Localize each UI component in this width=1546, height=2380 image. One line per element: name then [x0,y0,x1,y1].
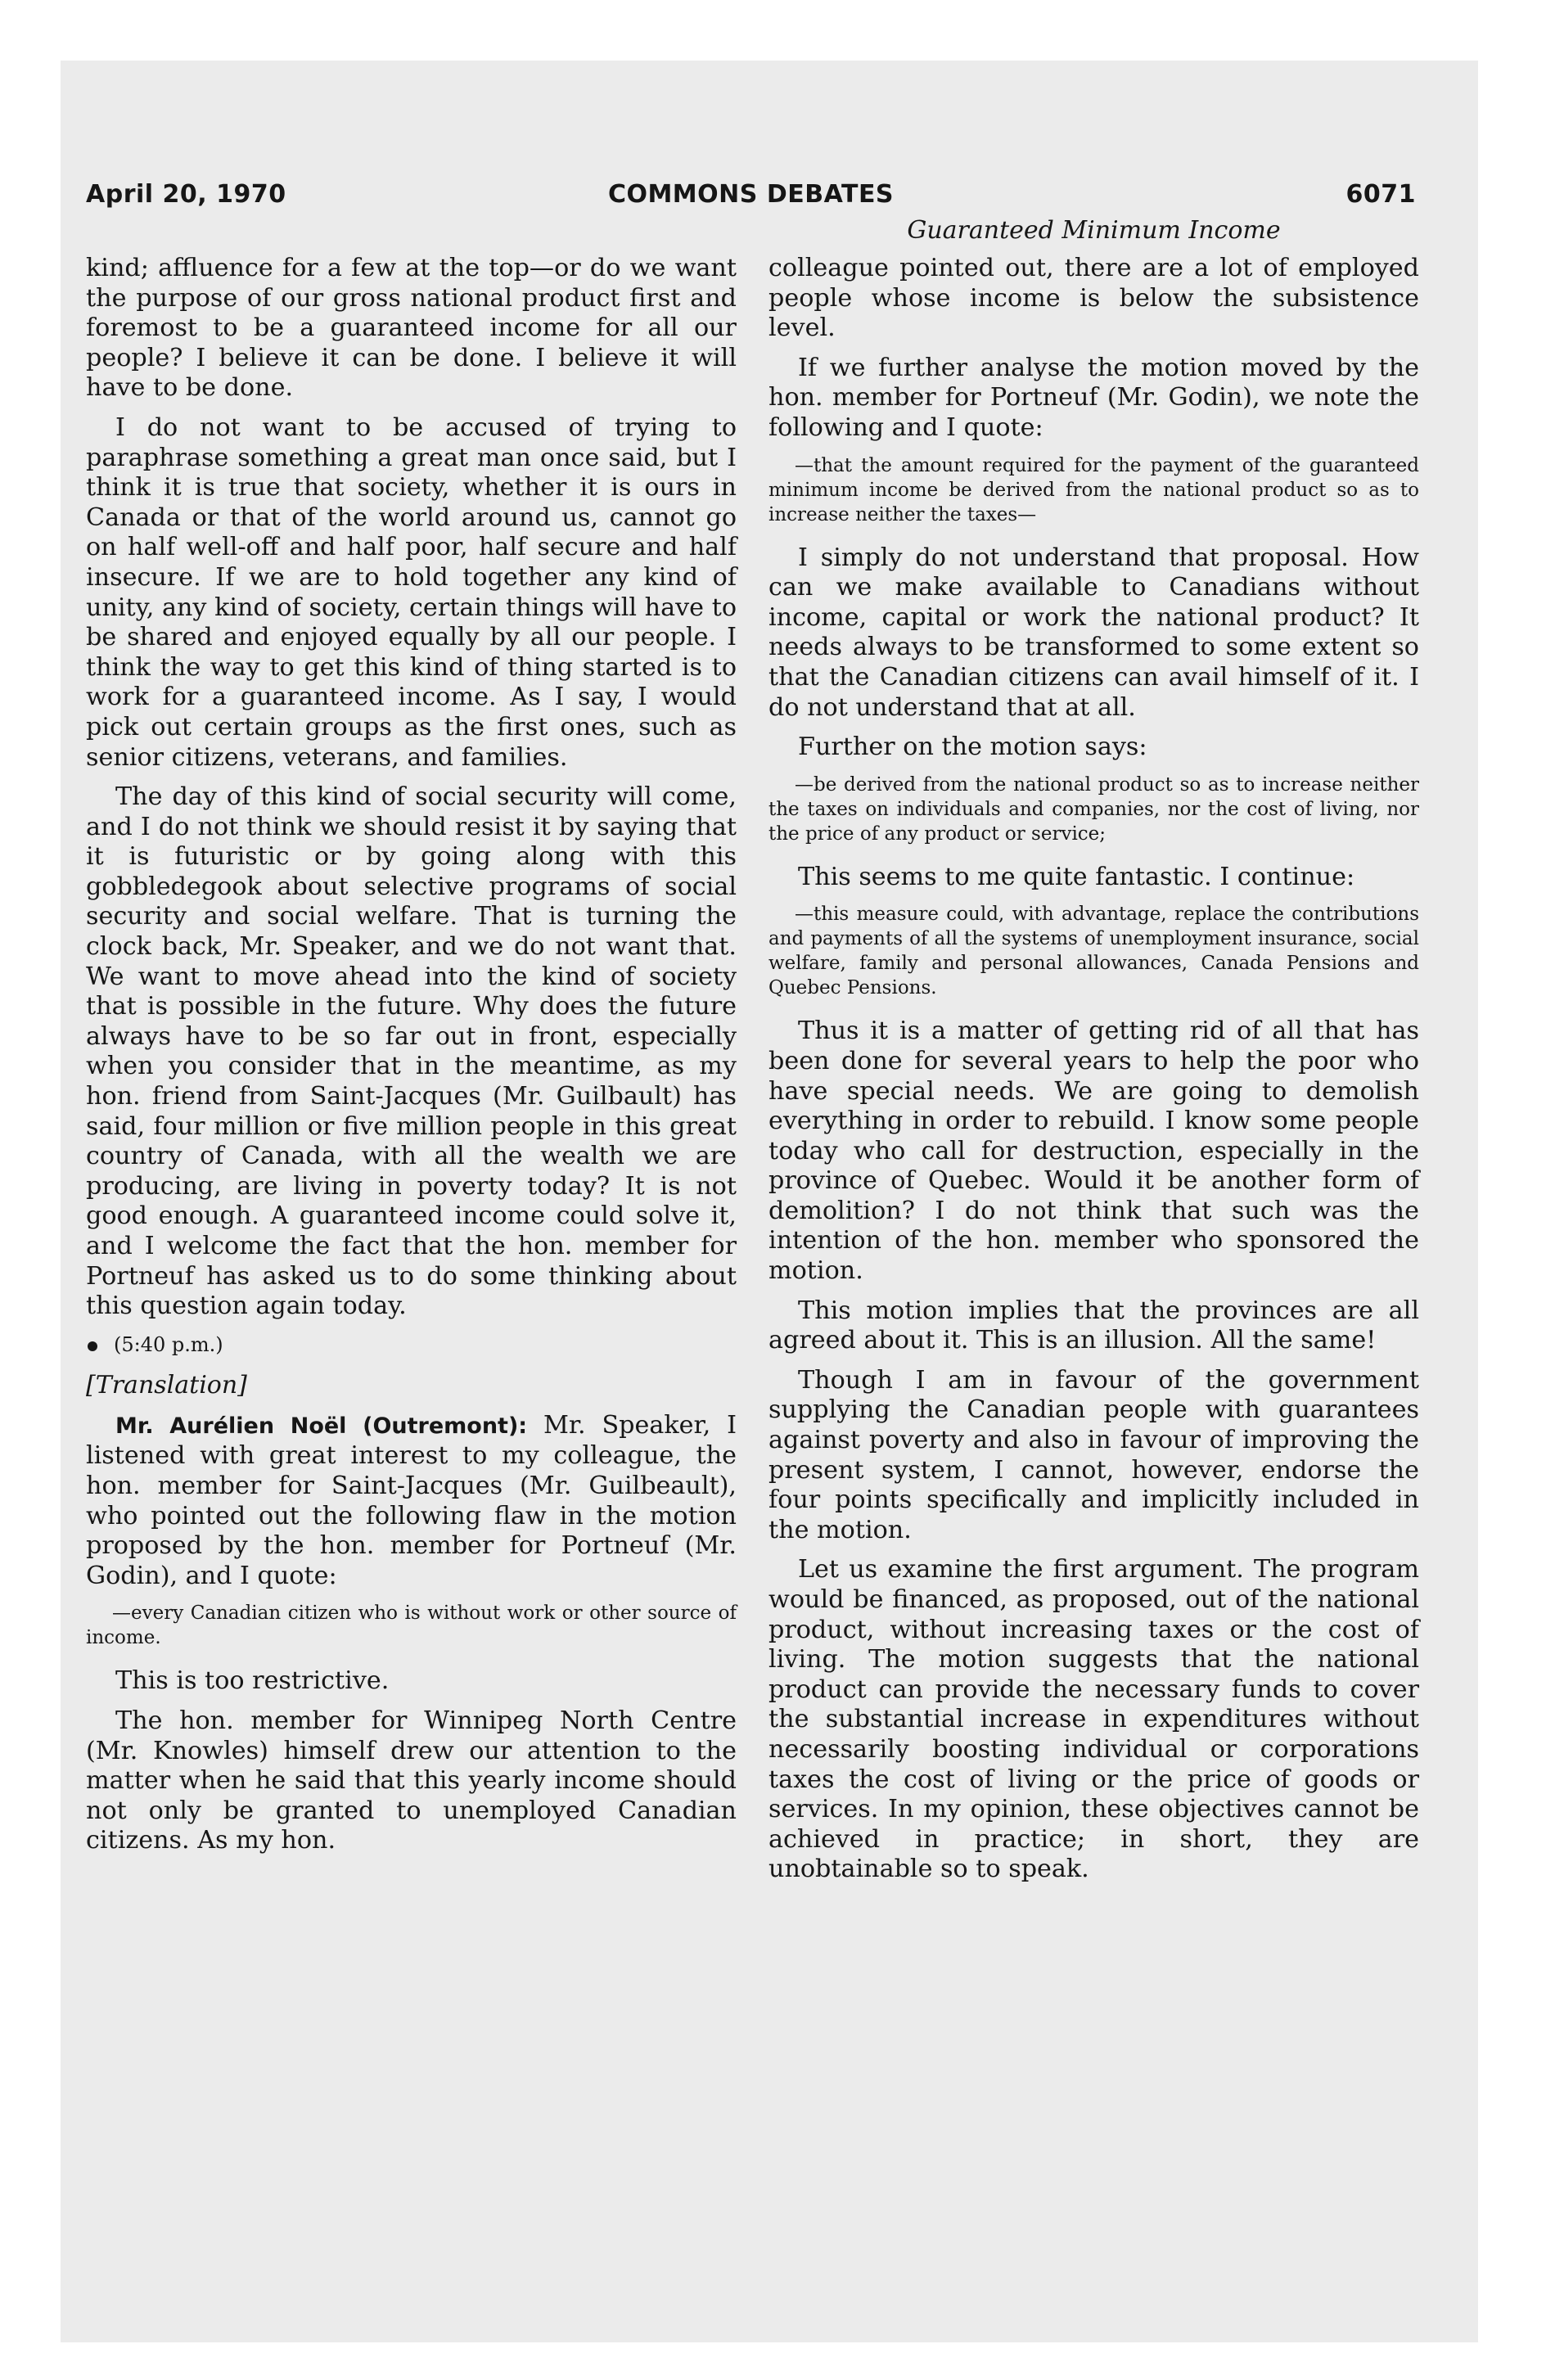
header-title: COMMONS DEBATES [607,180,895,209]
block-quote: —that the amount required for the payment of the guaranteed minimum income be derived from the national product so as to increase neither the taxes— [768,454,1419,525]
section-subheading: Guaranteed Minimum Income [907,216,1281,245]
paragraph: Thus it is a matter of getting rid of all that has been done for several years to help the poor who have special needs. We are going to demolish everything in order to rebuild. I know some people today who call for destruction, especially in the province of Quebec. Would it be another form of demolition? I do not think that such was the intention of the hon. member who sponsored the motion. [768,1016,1419,1286]
paragraph: Though I am in favour of the government supplying the Canadian people with guarantees against poverty and also in favour of improving the present system, I cannot, however, endorse the four points specifically and implicitly included in the motion. [768,1365,1419,1544]
paragraph: I do not want to be accused of trying to paraphrase something a great man once said, but I think it is true that society, whether it is ours in Canada or that of the world around us, cannot go on half well-off and half poor, half secure and half insecure. If we are to hold together any kind of unity, any kind of society, certain things will have to be shared and enjoyed equally by all our people. I think the way to get this kind of thing started is to work for a guaranteed income. As I say, I would pick out certain groups as the first ones, such as senior citizens, veterans, and families. [86,412,737,772]
translation-note [86,1371,737,1400]
time-stamp: (5:40 p.m.) [114,1332,223,1356]
paragraph: This is too restrictive. [115,1666,390,1696]
time-marker [86,1333,737,1356]
paragraph: The day of this kind of social security will come, and I do not think we should resist it by saying that it is futuristic or by going along with this gobbledegook about selective programs of social security and social welfare. That is turning the clock back, Mr. Speaker, and we do not want that. We want to move ahead into the kind of society that is possible in the future. Why does the future always have to be so far out in front, especially when you consider that in the meantime, as my hon. friend from Saint-Jacques (Mr. Guilbault) has said, four million or five million people in this great country of Canada, with all the wealth we are producing, are living in poverty today? It is not good enough. A guaranteed income could solve it, and I welcome the fact that the hon. member for Portneuf has asked us to do some thinking about this question again today. [86,782,737,1321]
paragraph: If we further analyse the motion moved by the hon. member for Portneuf (Mr. Godin), we note the following and I quote: [768,353,1419,442]
paragraph: kind; affluence for a few at the top—or do we want the purpose of our gross national product first and foremost to be a guaranteed income for all our people? I believe it can be done. I believe it will have to be done. [86,254,737,403]
block-quote: —this measure could, with advantage, replace the contributions and payments of all the systems of unemployment insurance, social welfare, family and personal allowances, Canada Pensions and Quebec Pensions. [768,904,1419,999]
header-date: April 20, 1970 [86,180,286,209]
block-quote: —every Canadian citizen who is without work or other source of income. [86,1602,737,1649]
bullet-icon [88,1341,97,1351]
paragraph: This seems to me quite fantastic. I continue: [798,862,1355,891]
speaker-name: Mr. Aurélien Noël (Outremont): [115,1413,528,1439]
hansard-page [86,180,1419,1884]
speech-text: Mr. Speaker, I listened with great interest to my colleague, the hon. member for Saint-Jacques (Mr. Guilbeault), who pointed out the following flaw in the motion proposed by the hon. member for Portneuf (Mr. Godin), and I quote: [86,1410,737,1590]
paragraph: colleague pointed out, there are a lot of employed people whose income is below the subsistence level. [768,254,1419,343]
right-column [768,216,1419,1895]
paragraph: The hon. member for Winnipeg North Centre (Mr. Knowles) himself drew our attention to the matter when he said that this yearly income should not only be granted to unemployed Canadian citizens. As my hon. [86,1706,737,1855]
block-quote: —be derived from the national product so as to increase neither the taxes on individuals and companies, nor the cost of living, nor the price of any product or service; [768,773,1419,845]
left-column [86,254,737,1866]
page-header [86,180,1416,216]
paragraph: Further on the motion says: [798,732,1147,762]
paragraph: This motion implies that the provinces are all agreed about it. This is an illusion. All the same! [768,1296,1419,1355]
paragraph: I simply do not understand that proposal. How can we make available to Canadians without income, capital or work the national product? It needs always to be transformed to some extent so that the Canadian citizens can avail himself of it. I do not understand that at all. [768,543,1419,722]
header-page-number: 6071 [1345,180,1416,209]
speaker-paragraph [86,1411,737,1592]
translation-label: [Translation] [86,1370,247,1400]
paragraph: Let us examine the first argument. The program would be financed, as proposed, out of the national product, without increasing taxes or the cost of living. The motion suggests that the national product can provide the necessary funds to cover the substantial increase in expenditures without necessarily boosting individual or corporations taxes the cost of living or the price of goods or services. In my opinion, these objectives cannot be achieved in practice; in short, they are unobtainable so to speak. [768,1555,1419,1884]
